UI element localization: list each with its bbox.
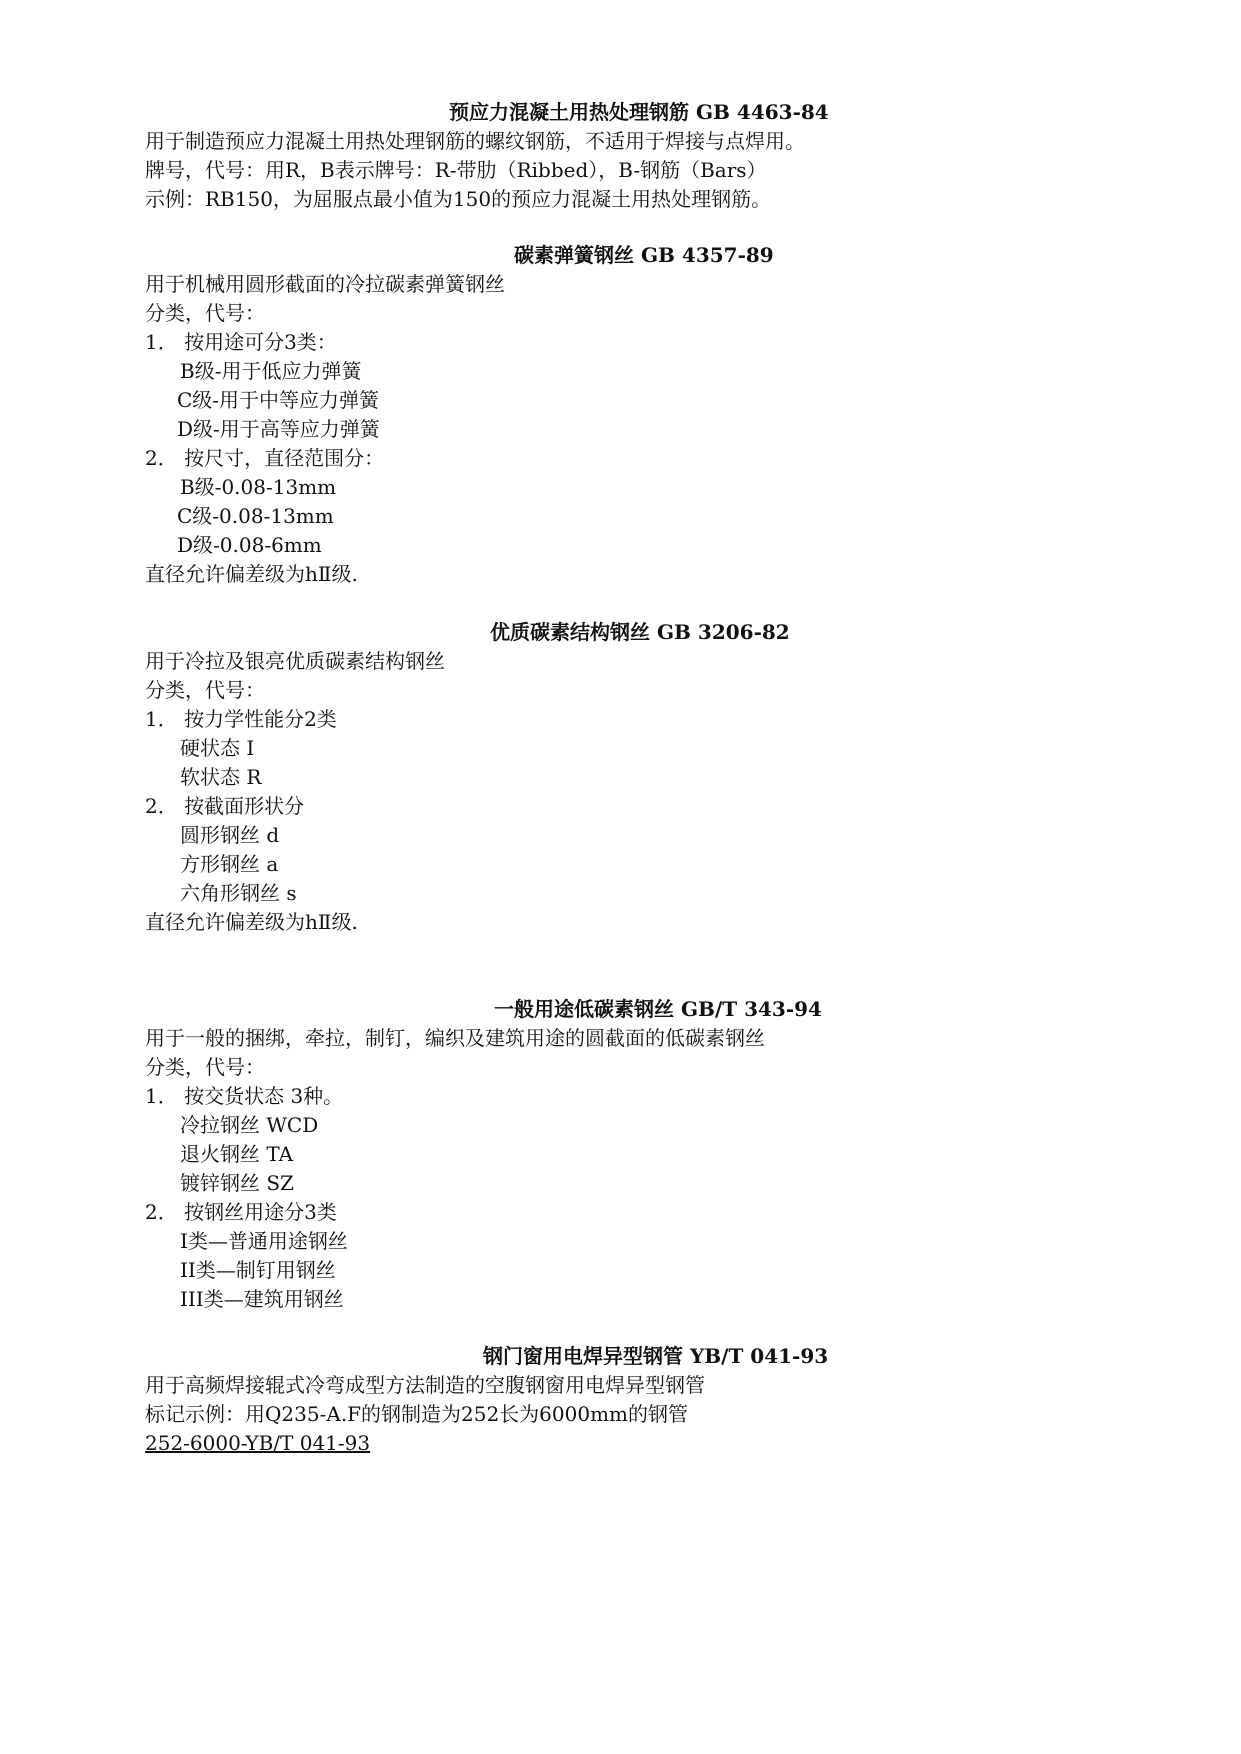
list-item: 1． 按交货状态 3种。 — [145, 1084, 344, 1108]
paragraph-line: 用于高频焊接辊式冷弯成型方法制造的空腹钢窗用电焊异型钢管 — [145, 1373, 705, 1397]
list-item: 2． 按钢丝用途分3类 — [145, 1200, 337, 1224]
paragraph-line: 用于一般的捆绑，牵拉，制钉，编织及建筑用途的圆截面的低碳素钢丝 — [145, 1026, 765, 1050]
section-title: 预应力混凝土用热处理钢筋 GB 4463-84 — [449, 100, 829, 124]
section-title: 优质碳素结构钢丝 GB 3206-82 — [490, 620, 790, 644]
section-title: 碳素弹簧钢丝 GB 4357-89 — [514, 243, 774, 267]
list-subitem: 镀锌钢丝 SZ — [180, 1171, 294, 1195]
paragraph-line: 用于制造预应力混凝土用热处理钢筋的螺纹钢筋，不适用于焊接与点焊用。 — [145, 129, 805, 153]
paragraph-line: 牌号，代号：用R，B表示牌号：R-带肋（Ribbed），B-钢筋（Bars） — [145, 158, 767, 182]
list-subitem: 软状态 R — [180, 765, 262, 789]
list-subitem: C级-0.08-13mm — [177, 504, 334, 528]
list-subitem: C级-用于中等应力弹簧 — [177, 388, 380, 412]
list-item: 2． 按尺寸，直径范围分： — [145, 446, 385, 470]
section-title: 一般用途低碳素钢丝 GB/T 343-94 — [494, 997, 822, 1021]
paragraph-line: 用于冷拉及银亮优质碳素结构钢丝 — [145, 649, 445, 673]
paragraph-line: 用于机械用圆形截面的冷拉碳素弹簧钢丝 — [145, 272, 505, 296]
list-subitem: III类—建筑用钢丝 — [180, 1287, 344, 1311]
paragraph-line: 直径允许偏差级为hⅡ级. — [145, 910, 358, 934]
list-item: 2． 按截面形状分 — [145, 794, 305, 818]
section-title: 钢门窗用电焊异型钢管 YB/T 041-93 — [483, 1344, 829, 1368]
paragraph-line: 示例：RB150，为屈服点最小值为150的预应力混凝土用热处理钢筋。 — [145, 187, 772, 211]
list-subitem: 退火钢丝 TA — [180, 1142, 294, 1166]
list-item: 1． 按用途可分3类： — [145, 330, 337, 354]
list-subitem: I类—普通用途钢丝 — [180, 1229, 348, 1253]
list-item: 1． 按力学性能分2类 — [145, 707, 337, 731]
list-subitem: D级-用于高等应力弹簧 — [177, 417, 380, 441]
paragraph-line: 标记示例：用Q235-A.F的钢制造为252长为6000mm的钢管 — [145, 1402, 689, 1426]
list-subitem: B级-用于低应力弹簧 — [180, 359, 362, 383]
list-subitem: 冷拉钢丝 WCD — [180, 1113, 319, 1137]
list-subitem: II类—制钉用钢丝 — [180, 1258, 336, 1282]
list-subitem: D级-0.08-6mm — [177, 533, 322, 557]
list-subitem: 硬状态 I — [180, 736, 255, 760]
paragraph-line: 分类，代号： — [145, 678, 265, 702]
list-subitem: 圆形钢丝 d — [180, 823, 280, 847]
list-subitem: 方形钢丝 a — [180, 852, 279, 876]
list-subitem: 六角形钢丝 s — [180, 881, 297, 905]
marking-example: 252-6000-YB/T 041-93 — [145, 1431, 371, 1455]
list-subitem: B级-0.08-13mm — [180, 475, 337, 499]
paragraph-line: 分类，代号： — [145, 301, 265, 325]
paragraph-line: 分类，代号： — [145, 1055, 265, 1079]
paragraph-line: 直径允许偏差级为hⅡ级. — [145, 562, 358, 586]
